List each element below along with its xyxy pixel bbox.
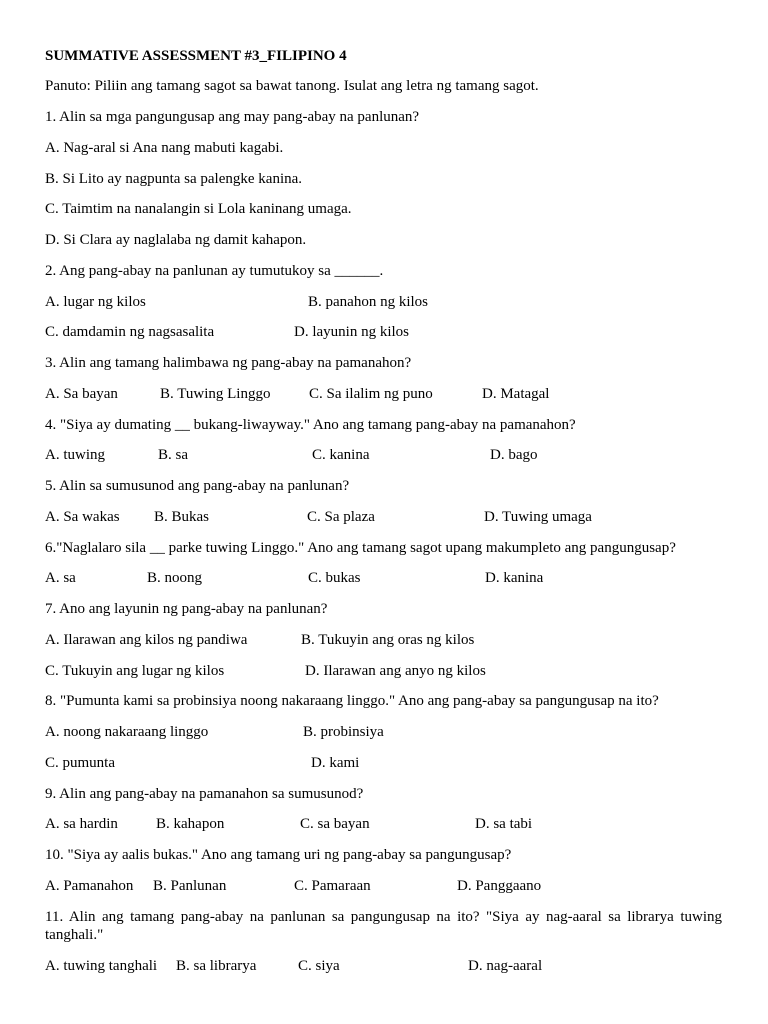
- q8-choice-b: B. probinsiya: [303, 724, 384, 740]
- q8-choice-d: D. kami: [311, 755, 360, 771]
- q7-choice-b: B. Tukuyin ang oras ng kilos: [301, 632, 475, 648]
- q9-choice-d: D. sa tabi: [475, 816, 533, 832]
- q10-choice-a: A. Pamanahon: [45, 878, 134, 894]
- q4-choice-a: A. tuwing: [45, 447, 105, 463]
- q2-choice-a: A. lugar ng kilos: [45, 294, 146, 310]
- q5-choice-d: D. Tuwing umaga: [484, 509, 592, 525]
- q2-choice-b: B. panahon ng kilos: [308, 294, 428, 310]
- q3-choice-b: B. Tuwing Linggo: [160, 386, 271, 402]
- question-2: 2. Ang pang-abay na panlunan ay tumutukoy sa ______.: [45, 263, 384, 279]
- q3-choice-d: D. Matagal: [482, 386, 550, 402]
- q10-choice-d: D. Panggaano: [457, 878, 542, 894]
- question-1: 1. Alin sa mga pangungusap ang may pang-abay na panlunan?: [45, 109, 420, 125]
- q5-choice-b: B. Bukas: [154, 509, 210, 525]
- q5-choice-a: A. Sa wakas: [45, 509, 120, 525]
- q7-choice-a: A. Ilarawan ang kilos ng pandiwa: [45, 632, 248, 648]
- q11-choice-b: B. sa librarya: [176, 958, 257, 974]
- q2-choice-d: D. layunin ng kilos: [294, 324, 409, 340]
- question-5: 5. Alin sa sumusunod ang pang-abay na panlunan?: [45, 478, 350, 494]
- q11-choice-d: D. nag-aaral: [468, 958, 543, 974]
- q1-choice-c: C. Taimtim na nanalangin si Lola kaninang umaga.: [45, 201, 352, 217]
- q2-choice-c: C. damdamin ng nagsasalita: [45, 324, 215, 340]
- q3-choice-c: C. Sa ilalim ng puno: [309, 386, 433, 402]
- q11-choice-a: A. tuwing tanghali: [45, 958, 158, 974]
- q1-choice-d: D. Si Clara ay naglalaba ng damit kahapon.: [45, 232, 307, 248]
- q9-choice-c: C. sa bayan: [300, 816, 370, 832]
- q11-choice-c: C. siya: [298, 958, 340, 974]
- question-11: 11. Alin ang tamang pang-abay na panlunan sa pangungusap na ito? "Siya ay nag-aaral sa librarya tuwing tanghali.": [45, 909, 722, 943]
- instructions: Panuto: Piliin ang tamang sagot sa bawat tanong. Isulat ang letra ng tamang sagot.: [45, 78, 539, 94]
- q4-choice-d: D. bago: [490, 447, 538, 463]
- q3-choice-a: A. Sa bayan: [45, 386, 118, 402]
- q8-choice-c: C. pumunta: [45, 755, 115, 771]
- q1-choice-b: B. Si Lito ay nagpunta sa palengke kanina.: [45, 171, 303, 187]
- question-8: 8. "Pumunta kami sa probinsiya noong nakaraang linggo." Ano ang pang-abay sa pangungusap na ito?: [45, 693, 659, 709]
- q9-choice-a: A. sa hardin: [45, 816, 118, 832]
- q8-choice-a: A. noong nakaraang linggo: [45, 724, 209, 740]
- q9-choice-b: B. kahapon: [156, 816, 225, 832]
- question-3: 3. Alin ang tamang halimbawa ng pang-abay na pamanahon?: [45, 355, 412, 371]
- q4-choice-b: B. sa: [158, 447, 188, 463]
- q10-choice-b: B. Panlunan: [153, 878, 227, 894]
- question-9: 9. Alin ang pang-abay na pamanahon sa sumusunod?: [45, 786, 364, 802]
- q4-choice-c: C. kanina: [312, 447, 370, 463]
- q6-choice-c: C. bukas: [308, 570, 361, 586]
- q10-choice-c: C. Pamaraan: [294, 878, 371, 894]
- question-7: 7. Ano ang layunin ng pang-abay na panlunan?: [45, 601, 328, 617]
- q6-choice-d: D. kanina: [485, 570, 544, 586]
- q7-choice-c: C. Tukuyin ang lugar ng kilos: [45, 663, 225, 679]
- question-10: 10. "Siya ay aalis bukas." Ano ang tamang uri ng pang-abay sa pangungusap?: [45, 847, 512, 863]
- q5-choice-c: C. Sa plaza: [307, 509, 375, 525]
- q1-choice-a: A. Nag-aral si Ana nang mabuti kagabi.: [45, 140, 284, 156]
- question-4: 4. "Siya ay dumating __ bukang-liwayway." Ano ang tamang pang-abay na pamanahon?: [45, 417, 576, 433]
- q7-choice-d: D. Ilarawan ang anyo ng kilos: [305, 663, 486, 679]
- page-title: SUMMATIVE ASSESSMENT #3_FILIPINO 4: [45, 48, 347, 64]
- question-6: 6."Naglalaro sila __ parke tuwing Linggo." Ano ang tamang sagot upang makumpleto ang pangungusap?: [45, 540, 676, 556]
- q6-choice-a: A. sa: [45, 570, 76, 586]
- q6-choice-b: B. noong: [147, 570, 203, 586]
